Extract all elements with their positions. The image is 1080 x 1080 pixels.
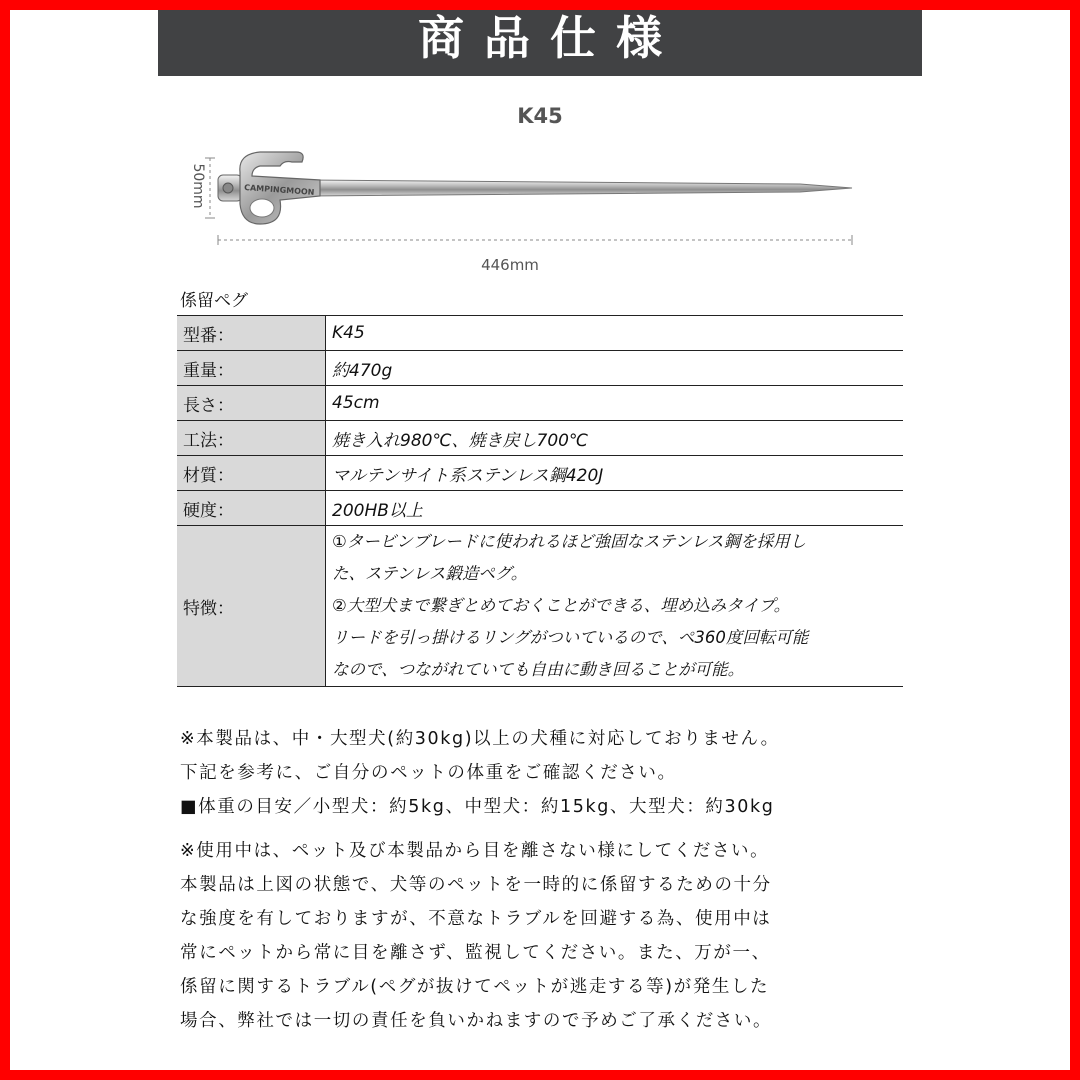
peg-shaft <box>310 180 852 196</box>
header-bar <box>158 0 922 76</box>
spec-key: 材質： <box>177 456 326 491</box>
brand-engraving: CAMPINGMOON <box>243 183 315 197</box>
dimension-width-label: 446mm <box>481 256 539 274</box>
header-title: 商品仕様 <box>418 11 682 65</box>
spec-row <box>177 456 903 491</box>
features-line: ②大型犬まで繋ぎとめておくことができる、埋め込みタイプ。 <box>332 596 791 615</box>
note-line: な強度を有しておりますが、不意なトラブルを回避する為、使用中は <box>180 909 772 929</box>
features-line: なので、つながれていても自由に動き回ることが可能。 <box>332 660 745 679</box>
spec-key: 特徴： <box>177 526 326 687</box>
spec-key: 工法： <box>177 421 326 456</box>
spec-key: 長さ： <box>177 386 326 421</box>
section-label: 係留ペグ <box>180 291 248 311</box>
spec-value: 約470g <box>326 351 904 386</box>
features-line: た、ステンレス鍛造ペグ。 <box>332 564 528 583</box>
spec-value: マルテンサイト系ステンレス鋼420J <box>326 456 904 491</box>
spec-row <box>177 316 903 351</box>
dimension-height-label: 50mm <box>190 163 206 209</box>
note-line: 場合、弊社では一切の責任を負いかねますので予めご了承ください。 <box>180 1011 773 1031</box>
spec-value: 200HB以上 <box>326 491 904 526</box>
spec-value: K45 <box>326 316 904 351</box>
features-text <box>326 526 904 687</box>
note-line: 係留に関するトラブル(ペグが抜けてペットが逃走する等)が発生した <box>180 977 770 997</box>
spec-key: 重量： <box>177 351 326 386</box>
note-line: 下記を参考に、ご自分のペットの体重をご確認ください。 <box>180 763 677 783</box>
note-line: 常にペットから常に目を離さず、監視してください。また、万が一、 <box>180 943 771 963</box>
note-line: 本製品は上図の状態で、犬等のペットを一時的に係留するための十分 <box>180 875 772 895</box>
features-line: ①タービンブレードに使われるほど強固なステンレス鋼を採用し <box>332 532 807 551</box>
spec-row <box>177 351 903 386</box>
spec-key: 硬度： <box>177 491 326 526</box>
spec-row <box>177 491 903 526</box>
spec-row <box>177 386 903 421</box>
spec-key: 型番： <box>177 316 326 351</box>
note-line: ※本製品は、中・大型犬(約30kg)以上の犬種に対応しておりません。 <box>180 729 780 749</box>
notes <box>180 722 900 1038</box>
spec-table <box>177 315 903 687</box>
spec-row-features <box>177 526 903 687</box>
model-heading: K45 <box>517 104 563 128</box>
note-line: ■体重の目安／小型犬：約5kg、中型犬：約15kg、大型犬：約30kg <box>180 797 775 817</box>
features-line: リードを引っ掛けるリングがついているので、ペ360度回転可能 <box>332 628 809 647</box>
spec-value: 焼き入れ980℃、焼き戻し700℃ <box>326 421 904 456</box>
note-line: ※使用中は、ペット及び本製品から目を離さない様にしてください。 <box>180 841 770 861</box>
spec-value: 45cm <box>326 386 904 421</box>
spec-row <box>177 421 903 456</box>
